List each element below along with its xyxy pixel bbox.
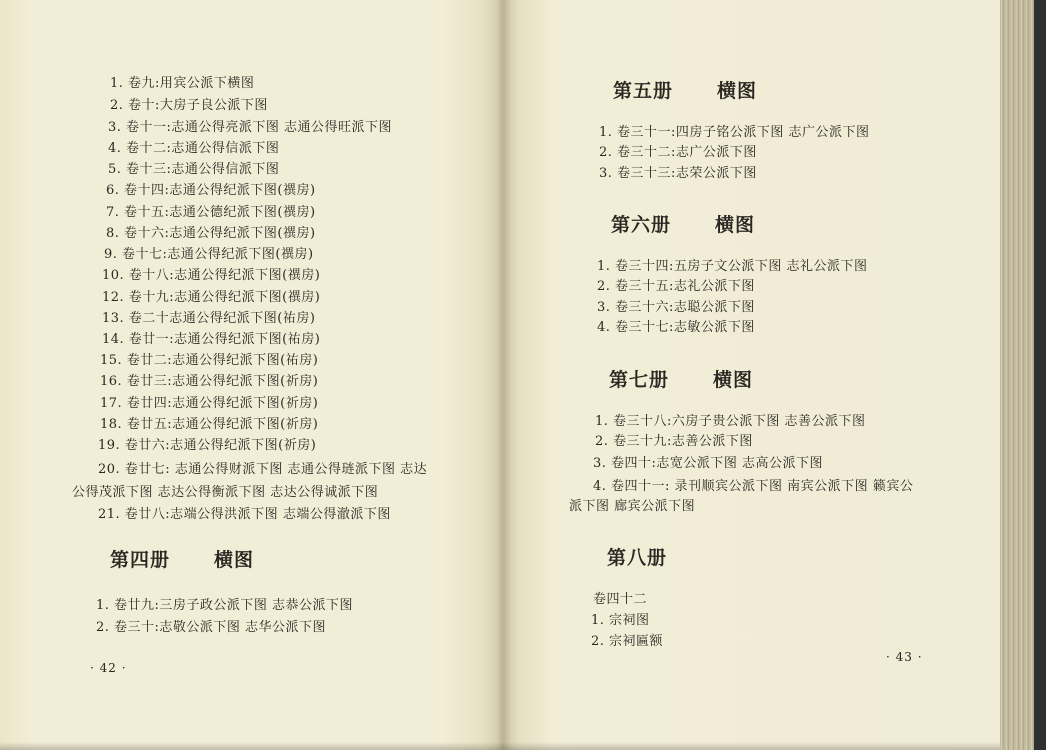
toc-entry: 20. 卷廿七: 志通公得财派下图 志通公得琏派下图 志达: [98, 462, 428, 477]
volume-subtitle: 横图: [717, 80, 758, 102]
volume-subtitle: 横图: [713, 369, 754, 391]
toc-entry-continued: 公得茂派下图 志达公得衡派下图 志达公得诚派下图: [72, 485, 379, 500]
volume-heading: [609, 365, 753, 392]
page-number: · 43 ·: [886, 650, 923, 664]
toc-entry: 2. 卷十:大房子良公派下图: [110, 98, 268, 113]
page-number: · 42 ·: [90, 661, 127, 675]
toc-entry: 21. 卷廿八:志端公得洪派下图 志端公得澈派下图: [98, 507, 391, 522]
toc-entry: 2. 卷三十:志敬公派下图 志华公派下图: [96, 620, 327, 635]
toc-entry: 14. 卷廿一:志通公得纪派下图(祐房): [102, 332, 321, 347]
toc-entry: 16. 卷廿三:志通公得纪派下图(祈房): [100, 374, 319, 389]
toc-entry: 5. 卷十三:志通公得信派下图: [108, 162, 280, 177]
toc-entry: 4. 卷十二:志通公得信派下图: [108, 141, 280, 156]
toc-entry: 4. 卷四十一: 录刊顺宾公派下图 南宾公派下图 籁宾公: [593, 479, 914, 494]
volume-heading: [611, 210, 755, 237]
toc-entry: 卷四十二: [593, 592, 648, 607]
toc-entry: 4. 卷三十七:志敏公派下图: [597, 320, 755, 335]
toc-entry-continued: 派下图 廊宾公派下图: [569, 499, 696, 514]
toc-entry: 3. 卷四十:志宽公派下图 志高公派下图: [593, 456, 824, 471]
toc-entry: 1. 卷廿九:三房子政公派下图 志恭公派下图: [96, 598, 354, 613]
volume-title: 第七册: [609, 369, 670, 391]
volume-heading: [110, 545, 254, 572]
toc-entry: 18. 卷廿五:志通公得纪派下图(祈房): [100, 417, 319, 432]
toc-entry: 8. 卷十六:志通公得纪派下图(禩房): [106, 226, 316, 241]
toc-entry: 1. 卷三十四:五房子文公派下图 志礼公派下图: [597, 259, 868, 274]
volume-title: 第八册: [607, 547, 668, 569]
toc-entry: 1. 卷三十一:四房子铭公派下图 志广公派下图: [599, 125, 870, 140]
right-page: [503, 0, 1003, 750]
page-edges: [1000, 0, 1046, 750]
toc-entry: 2. 卷三十五:志礼公派下图: [597, 279, 755, 294]
toc-entry: 2. 卷三十九:志善公派下图: [595, 434, 753, 449]
volume-heading: [613, 76, 757, 103]
toc-entry: 17. 卷廿四:志通公得纪派下图(祈房): [100, 396, 319, 411]
toc-entry: 6. 卷十四:志通公得纪派下图(禩房): [106, 183, 316, 198]
toc-entry: 13. 卷二十志通公得纪派下图(祐房): [102, 311, 316, 326]
toc-entry: 9. 卷十七:志通公得纪派下图(禩房): [104, 247, 314, 262]
toc-entry: 1. 卷九:用宾公派下横图: [110, 76, 255, 91]
toc-entry: 3. 卷三十三:志荣公派下图: [599, 166, 757, 181]
toc-entry: 19. 卷廿六:志通公得纪派下图(祈房): [98, 438, 317, 453]
toc-entry: 2. 宗祠匾额: [591, 634, 664, 649]
toc-entry: 12. 卷十九:志通公得纪派下图(禩房): [102, 290, 321, 305]
toc-entry: 3. 卷十一:志通公得亮派下图 志通公得旺派下图: [108, 120, 393, 135]
volume-subtitle: 横图: [715, 214, 756, 236]
left-page: [0, 0, 503, 750]
volume-heading: [607, 543, 711, 570]
toc-entry: 1. 宗祠图: [591, 613, 650, 628]
volume-title: 第六册: [611, 214, 672, 236]
toc-entry: 15. 卷廿二:志通公得纪派下图(祐房): [100, 353, 319, 368]
volume-title: 第四册: [110, 549, 171, 571]
bottom-shadow: [0, 742, 1000, 750]
toc-entry: 7. 卷十五:志通公德纪派下图(禩房): [106, 205, 316, 220]
toc-entry: 3. 卷三十六:志聪公派下图: [597, 300, 755, 315]
toc-entry: 10. 卷十八:志通公得纪派下图(禩房): [102, 268, 321, 283]
volume-title: 第五册: [613, 80, 674, 102]
book-gutter: [496, 0, 510, 750]
volume-subtitle: 横图: [214, 549, 255, 571]
toc-entry: 1. 卷三十八:六房子贵公派下图 志善公派下图: [595, 414, 866, 429]
toc-entry: 2. 卷三十二:志广公派下图: [599, 145, 757, 160]
